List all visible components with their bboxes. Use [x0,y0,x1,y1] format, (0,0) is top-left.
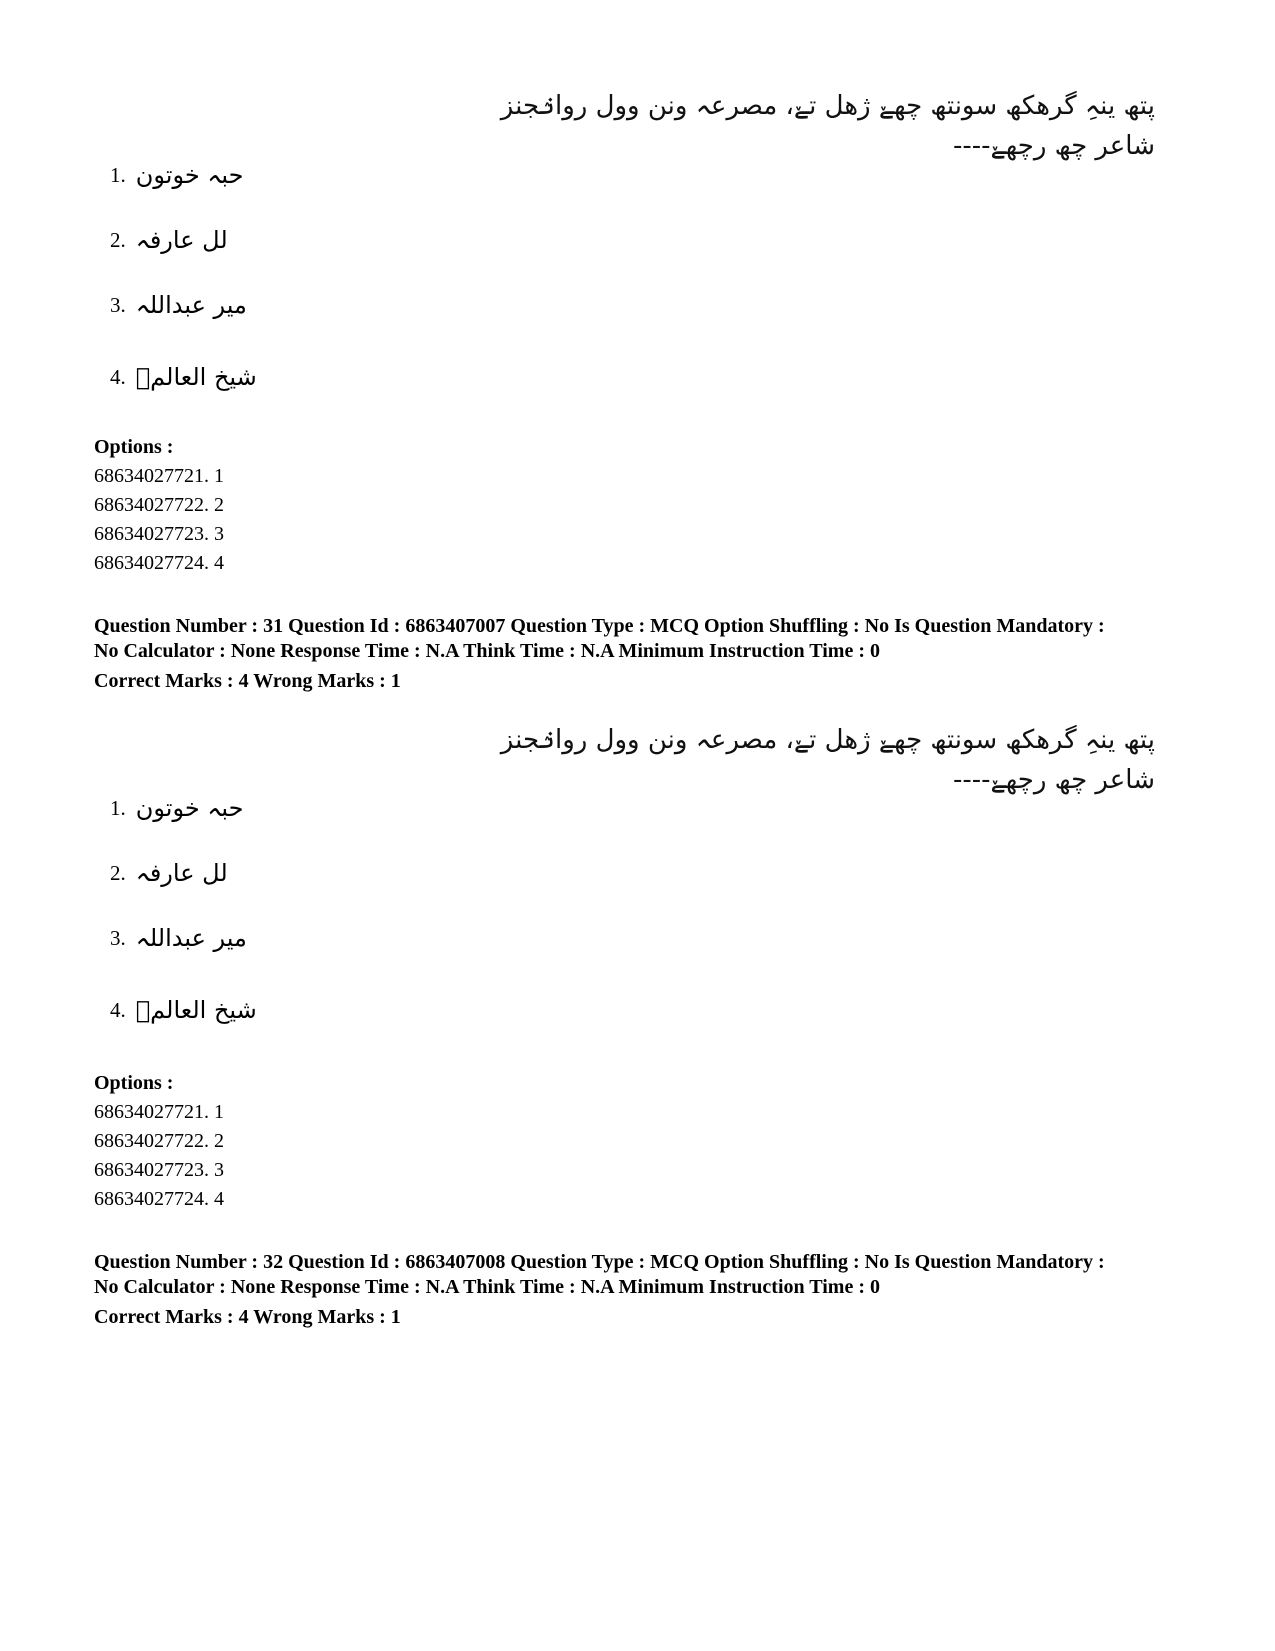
options-heading: Options : [94,1072,174,1094]
choice-2 [110,215,228,265]
choice-3 [110,913,247,963]
options-heading: Options : [94,436,174,458]
choice-number: 2. [110,860,126,885]
choice-number: 4. [110,997,126,1022]
choice-text: شیخ العالمؒ [135,996,257,1024]
meta-line: Question Number : 31 Question Id : 6863407007 Question Type : MCQ Option Shuffling : No Is Question Mandatory : [94,615,1105,637]
choice-3 [110,280,247,330]
question-32-marks: Correct Marks : 4 Wrong Marks : 1 [94,1306,401,1328]
option-1: 68634027721. 1 [94,465,224,487]
question-31-marks: Correct Marks : 4 Wrong Marks : 1 [94,670,401,692]
option-1: 68634027721. 1 [94,1101,224,1123]
choice-1 [110,783,243,833]
question-text-urdu: پتھ ینہِ گرھکھ سونتھ چھےٚ ژھل تےٚ، مصرعہ ونن وول روانٛجنز شاعر چھ رچھےٚ---- [500,725,1155,795]
choice-number: 4. [110,364,126,389]
choice-number: 3. [110,292,126,317]
choice-text: میر عبداللہ [135,291,247,319]
choice-number: 1. [110,795,126,820]
choice-text: لل عارفہ [135,859,228,887]
meta-line: Question Number : 32 Question Id : 6863407008 Question Type : MCQ Option Shuffling : No Is Question Mandatory : [94,1251,1105,1273]
option-3: 68634027723. 3 [94,1159,224,1181]
question-text-urdu: پتھ ینہِ گرھکھ سونتھ چھےٚ ژھل تےٚ، مصرعہ ونن وول روانٛجنز شاعر چھ رچھےٚ---- [500,91,1155,161]
option-4: 68634027724. 4 [94,1188,224,1210]
meta-line: No Calculator : None Response Time : N.A Think Time : N.A Minimum Instruction Time : 0 [94,640,880,662]
choice-number: 3. [110,925,126,950]
choice-4 [110,352,257,402]
meta-line: No Calculator : None Response Time : N.A Think Time : N.A Minimum Instruction Time : 0 [94,1276,880,1298]
choice-text: شیخ العالمؒ [135,363,257,391]
choice-number: 1. [110,162,126,187]
choice-number: 2. [110,227,126,252]
choice-text: حبہ خوتون [135,794,244,822]
choice-1 [110,150,243,200]
option-3: 68634027723. 3 [94,523,224,545]
choice-text: لل عارفہ [135,226,228,254]
question-31-meta [94,614,1214,664]
option-4: 68634027724. 4 [94,552,224,574]
question-32-meta [94,1250,1214,1300]
option-2: 68634027722. 2 [94,1130,224,1152]
choice-text: حبہ خوتون [135,161,244,189]
choice-4 [110,985,257,1035]
choice-text: میر عبداللہ [135,924,247,952]
choice-2 [110,848,228,898]
option-2: 68634027722. 2 [94,494,224,516]
